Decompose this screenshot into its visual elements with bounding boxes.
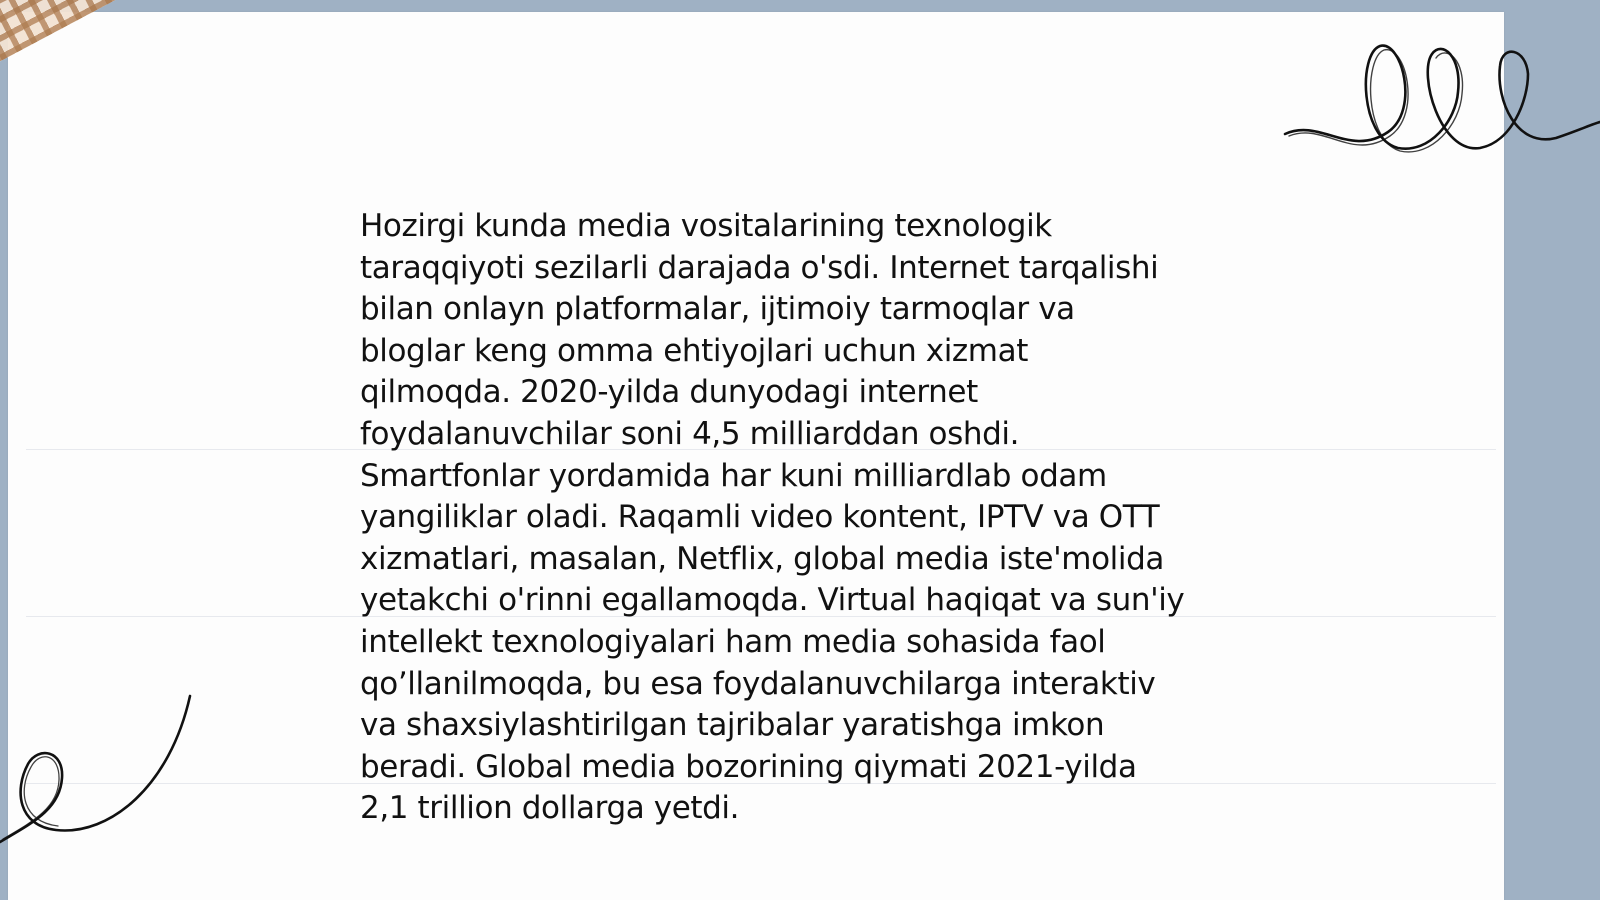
checkered-tape-strip (0, 0, 520, 68)
body-paragraph: Hozirgi kunda media vositalarining texnologik taraqqiyoti sezilarli darajada o'sdi. Internet tarqalishi bilan onlayn platformalar, ijtimoiy tarmoqlar va bloglar keng omma ehtiyojlari uchun xizmat qilmoqda. 2020-yilda dunyodagi internet foydalanuvchilar soni 4,5 milliarddan oshdi. Smartfonlar yordamida har kuni milliardlab odam yangiliklar oladi. Raqamli video kontent, IPTV va OTT xizmatlari, masalan, Netflix, global media iste'molida yetakchi o'rinni egallamoqda. Virtual haqiqat va sun'iy intellekt texnologiyalari ham media sohasida faol qo’llanilmoqda, bu esa foydalanuvchilarga interaktiv va shaxsiylashtirilgan tajribalar yaratishga imkon beradi. Global media bozorining qiymati 2021-yilda 2,1 trillion dollarga yetdi. (360, 208, 1185, 827)
